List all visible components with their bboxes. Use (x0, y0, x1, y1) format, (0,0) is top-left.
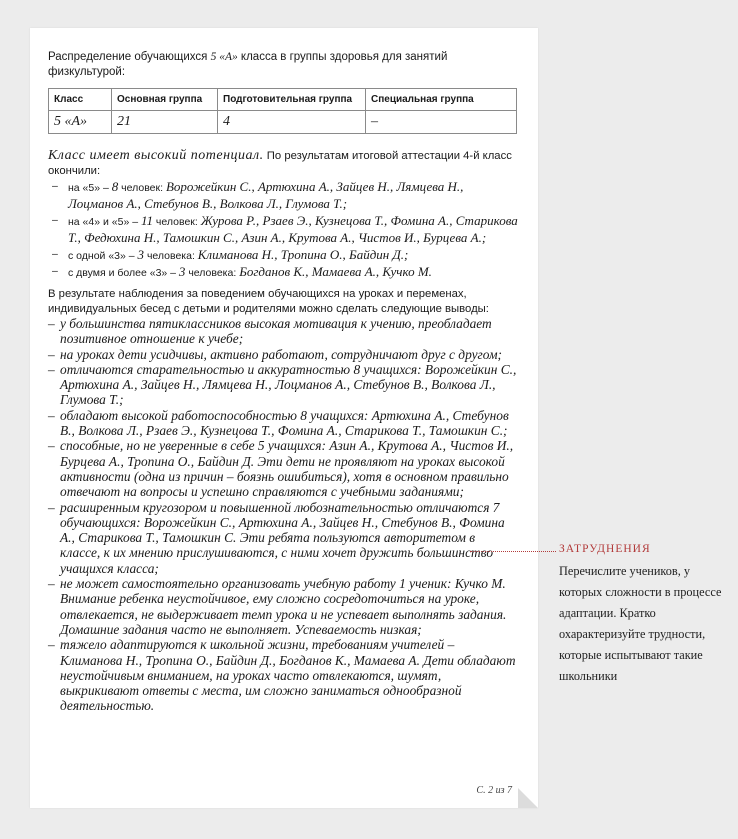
grade-count: 8 (111, 179, 119, 194)
grade-names: Богданов К., Мамаева А., Кучко М. (239, 264, 432, 279)
table-cell: 21 (112, 111, 218, 134)
grade-count: 3 (137, 247, 145, 262)
grade-label: с одной «3» – (68, 250, 138, 262)
margin-note-leader-line (470, 551, 556, 552)
list-item: – у большинства пятиклассников высокая мотивация к учению, преобладает позитивное отношение к учебе; (48, 316, 518, 347)
margin-note-title: ЗАТРУДНЕНИЯ (559, 543, 651, 555)
list-item (48, 247, 518, 264)
observation-intro: В результате наблюдения за поведением обучающихся на уроках и переменах, индивидуальных бесед с детьми и родителями можно сделать следующие выводы: (48, 288, 489, 315)
grade-unit: человека: (144, 250, 198, 262)
table-row (49, 111, 517, 134)
page-content (48, 50, 518, 714)
list-item: – не может самостоятельно организовать учебную работу 1 ученик: Кучко М. Внимание ребенка неустойчивое, ему сложно сосредоточиться на уроке, отвлекается, не выдерживает темп урока и не успевает выполнять задания. Домашние задания часто не выполняет. Успеваемость низкая; (48, 576, 518, 637)
table-cell: 4 (218, 111, 366, 134)
grade-names: Климанова Н., Тропина О., Байдин Д.; (197, 247, 409, 262)
table-header-cell: Основная группа (112, 89, 218, 111)
table-header-cell: Специальная группа (366, 89, 517, 111)
grade-count: 3 (178, 264, 186, 279)
table-cell: 5 «А» (49, 111, 112, 134)
list-item: – отличаются старательностью и аккуратностью 8 учащихся: Ворожейкин С., Артюхина А., Зайцев Н., Лямцева Н., Лоцманов А., Стебунов В., Волкова Л., Глумова Т.; (48, 362, 518, 408)
grade-unit: человека: (185, 267, 240, 279)
table-cell: – (366, 111, 517, 134)
list-item: – тяжело адаптируются к школьной жизни, требованиям учителей – Климанова Н., Тропина О., Байдин Д., Богданов К., Мамаева А. Дети обладают неустойчивым вниманием, на уроках часто отвлекаются, шумят, выкрикивают ответы с места, им сложно заниматься однообразной деятельностью. (48, 637, 518, 713)
intro-prefix: Распределение обучающихся (48, 51, 211, 63)
page-number: С. 2 из 7 (476, 785, 512, 796)
grade-names: Ворожейкин С., Артюхина А., Зайцев Н., Лямцева Н., Лоцманов А., Стебунов В., Волкова Л., Глумова Т.; (68, 179, 464, 211)
margin-note (559, 543, 729, 687)
list-item (48, 264, 518, 281)
potential-rest: По результатам итоговой аттестации 4-й класс окончили: (48, 150, 512, 177)
list-item: – способные, но не уверенные в себе 5 учащихся: Азин А., Крутова А., Чистов И., Бурцева А., Тропина О., Байдин Д. Эти дети не проявляют на уроках высокой активности (одна из причин – боязнь ошибиться), хотя в основном правильно отвечают на вопросы и успешно справляются с учебными заданиями; (48, 438, 518, 499)
list-item: – расширенным кругозором и повышенной любознательностью отличаются 7 обучающихся: Ворожейкин С., Артюхина А., Зайцев Н., Стебунов В., Фомина А., Старикова Т., Тамошкин С. Эти ребята пользуются авторитетом в классе, к их мнению прислушиваются, с ними хочет дружить большинство учащихся класса; (48, 500, 518, 576)
grade-label: на «4» и «5» – (68, 216, 141, 228)
intro-paragraph (48, 50, 518, 80)
potential-lead: Класс имеет высокий потенциал. (48, 148, 264, 163)
grade-label: на «5» – (68, 182, 112, 194)
intro-class-name: 5 «А» (210, 51, 238, 63)
observations-list (48, 316, 518, 714)
grades-list (48, 179, 518, 281)
list-item: – на уроках дети усидчивы, активно работают, сотрудничают друг с другом; (48, 347, 518, 362)
page-corner-fold (518, 788, 538, 808)
table-header-cell: Класс (49, 89, 112, 111)
margin-note-body: Перечислите учеников, у которых сложности в процессе адаптации. Кратко охарактеризуйте трудности, которые испытывают такие школьники (559, 564, 722, 683)
grade-count: 11 (140, 213, 154, 228)
table-header-cell: Подготовительная группа (218, 89, 366, 111)
potential-paragraph (48, 148, 518, 179)
grade-label: с двумя и более «3» – (68, 267, 179, 279)
health-groups-table (48, 88, 517, 134)
table-header-row (49, 89, 517, 111)
grade-names: Журова Р., Рзаев Э., Кузнецова Т., Фомина А., Старикова Т., Федюхина Н., Тамошкин С., Азин А., Крутова А., Чистов И., Бурцева А.; (68, 213, 518, 245)
list-item (48, 179, 518, 213)
grade-unit: человек: (153, 216, 201, 228)
list-item (48, 213, 518, 247)
document-page (30, 28, 538, 808)
grade-unit: человек: (118, 182, 166, 194)
list-item: – обладают высокой работоспособностью 8 учащихся: Артюхина А., Стебунов В., Волкова Л., Рзаев Э., Кузнецова Т., Фомина А., Старикова Т., Тамошкин С.; (48, 408, 518, 439)
intro-suffix: класса в группы здоровья для занятий физкультурой: (48, 51, 448, 78)
